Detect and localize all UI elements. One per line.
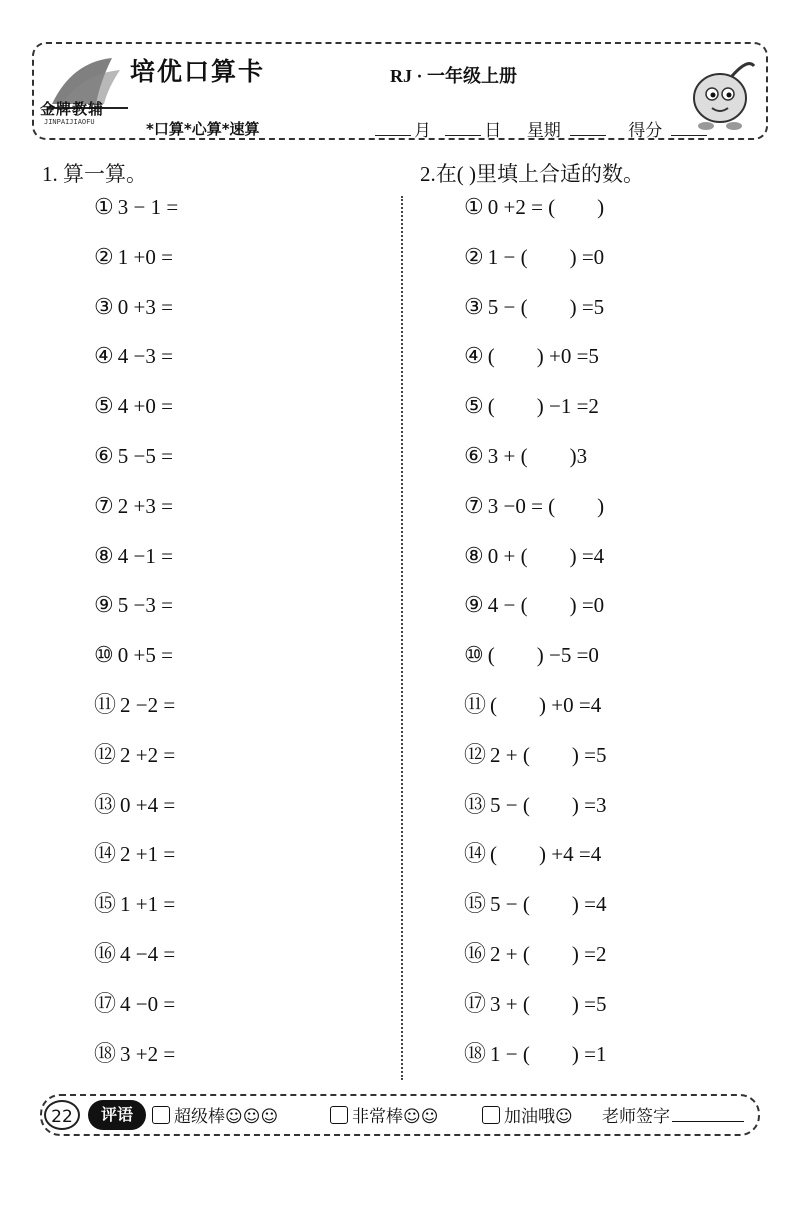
problem-expression[interactable]: ( ) +0 =5 bbox=[487, 344, 599, 369]
problem-number: ⑧ bbox=[464, 542, 484, 568]
problem-number: ⑮ bbox=[94, 891, 117, 917]
problem-number: ⑫ bbox=[94, 741, 117, 767]
problem-item bbox=[464, 590, 604, 620]
slogan: *口算*心算*速算 bbox=[146, 120, 260, 138]
problem-expression[interactable]: 0 + ( ) =4 bbox=[487, 543, 605, 568]
problem-item bbox=[94, 341, 173, 371]
problem-item bbox=[464, 1039, 606, 1069]
problem-expression[interactable]: 4 −1 = bbox=[117, 543, 173, 568]
problem-number: ⑦ bbox=[94, 492, 114, 518]
problem-item bbox=[464, 491, 604, 521]
problem-number: ① bbox=[464, 194, 484, 219]
logo-subtext: JINPAIJIAOFU bbox=[44, 118, 95, 126]
problem-item bbox=[464, 341, 599, 371]
problem-item bbox=[94, 242, 173, 272]
option-great-label: 非常棒☺☺ bbox=[352, 1107, 439, 1127]
problem-item bbox=[94, 939, 175, 969]
checkbox-icon[interactable] bbox=[330, 1106, 348, 1124]
problem-item bbox=[94, 989, 175, 1019]
header-banner bbox=[32, 42, 768, 140]
day-label: 日 bbox=[484, 121, 502, 141]
problem-number: ⑬ bbox=[464, 791, 487, 817]
checkbox-icon[interactable] bbox=[482, 1106, 500, 1124]
day-blank[interactable] bbox=[445, 135, 481, 136]
problem-expression[interactable]: 0 +3 = bbox=[117, 294, 173, 319]
problem-expression[interactable]: 2 + ( ) =5 bbox=[490, 742, 607, 767]
problem-expression[interactable]: 3 −0 = ( ) bbox=[487, 493, 605, 518]
problem-number: ⑯ bbox=[94, 941, 117, 966]
problem-expression[interactable]: ( ) +0 =4 bbox=[490, 693, 602, 717]
problem-item bbox=[94, 441, 173, 471]
problem-number: ⑯ bbox=[464, 941, 487, 966]
problem-number: ② bbox=[94, 243, 114, 269]
signature-label: 老师签字 bbox=[602, 1107, 670, 1127]
page-number: 22 bbox=[44, 1100, 80, 1130]
page-title: 培优口算卡 bbox=[130, 57, 266, 86]
problem-expression[interactable]: 4 −4 = bbox=[120, 942, 176, 966]
option-super-label: 超级棒☺☺☺ bbox=[174, 1107, 279, 1127]
section2-title: 2.在( )里填上合适的数。 bbox=[420, 162, 644, 186]
problem-item bbox=[94, 889, 175, 919]
option-super[interactable] bbox=[152, 1102, 278, 1127]
problem-item bbox=[464, 192, 604, 222]
score-blank[interactable] bbox=[671, 135, 707, 136]
problem-number: ⑫ bbox=[464, 741, 487, 767]
problem-number: ⑬ bbox=[94, 791, 117, 817]
problem-number: ⑮ bbox=[464, 891, 487, 917]
problem-number: ⑩ bbox=[94, 642, 114, 668]
problem-item bbox=[464, 989, 606, 1019]
problem-expression[interactable]: 3 + ( ) =5 bbox=[490, 991, 607, 1016]
problem-item bbox=[94, 640, 173, 670]
teacher-signature[interactable] bbox=[602, 1102, 744, 1127]
problem-number: ⑩ bbox=[464, 642, 484, 668]
signature-line[interactable] bbox=[672, 1121, 744, 1122]
problem-expression[interactable]: 5 −3 = bbox=[117, 593, 173, 618]
problem-expression[interactable]: 5 − ( ) =5 bbox=[487, 294, 605, 319]
problem-expression[interactable]: 3 +2 = bbox=[120, 1041, 176, 1066]
problem-item bbox=[94, 292, 173, 322]
week-label: 星期 bbox=[526, 121, 561, 141]
problem-expression[interactable]: 0 +5 = bbox=[117, 643, 173, 668]
problem-number: ⑭ bbox=[94, 841, 117, 867]
grade-label: RJ · 一年级上册 bbox=[390, 66, 518, 86]
problem-number: ⑦ bbox=[464, 492, 484, 518]
problem-item bbox=[464, 690, 601, 720]
problem-item bbox=[94, 590, 173, 620]
problem-item bbox=[464, 541, 604, 571]
problem-number: ④ bbox=[464, 343, 484, 369]
month-blank[interactable] bbox=[375, 135, 411, 136]
problem-expression[interactable]: 0 +4 = bbox=[120, 792, 176, 817]
option-keep-going[interactable] bbox=[482, 1102, 573, 1127]
problem-expression[interactable]: 5 − ( ) =3 bbox=[490, 792, 607, 817]
date-score-fields bbox=[372, 116, 710, 141]
problem-expression[interactable]: 2 + ( ) =2 bbox=[490, 942, 607, 966]
problem-item bbox=[464, 441, 587, 471]
problem-number: ⑥ bbox=[94, 443, 114, 468]
problem-item bbox=[464, 640, 599, 670]
problem-expression[interactable]: 2 +1 = bbox=[120, 842, 176, 867]
problem-expression[interactable]: ( ) −5 =0 bbox=[487, 643, 599, 668]
problem-item bbox=[94, 740, 175, 770]
problem-item bbox=[94, 690, 175, 720]
problem-number: ③ bbox=[464, 293, 484, 319]
problem-item bbox=[94, 541, 173, 571]
problem-expression[interactable]: 1 +1 = bbox=[120, 892, 176, 917]
problem-number: ⑤ bbox=[464, 393, 484, 419]
problem-item bbox=[464, 391, 599, 421]
section1-title: 1. 算一算。 bbox=[42, 162, 147, 186]
problem-expression[interactable]: 3 − 1 = bbox=[117, 195, 179, 219]
problem-expression[interactable]: 2 +2 = bbox=[120, 742, 176, 767]
problem-expression[interactable]: 4 +0 = bbox=[117, 394, 173, 419]
problem-number: ① bbox=[94, 194, 114, 219]
comment-label: 评语 bbox=[88, 1100, 146, 1130]
problem-expression[interactable]: ( ) −1 =2 bbox=[487, 394, 599, 419]
month-label: 月 bbox=[414, 121, 431, 141]
problem-expression[interactable]: 3 + ( )3 bbox=[487, 444, 588, 468]
problem-item bbox=[464, 790, 606, 820]
problem-item bbox=[464, 292, 604, 322]
problem-item bbox=[464, 740, 606, 770]
problem-number: ⑨ bbox=[464, 592, 484, 618]
problem-number: ⑭ bbox=[464, 841, 487, 867]
problem-number: ⑪ bbox=[464, 692, 487, 717]
problem-number: ⑰ bbox=[94, 990, 117, 1016]
problem-item bbox=[94, 1039, 175, 1069]
problem-expression[interactable]: 5 −5 = bbox=[117, 444, 173, 468]
problem-number: ⑧ bbox=[94, 542, 114, 568]
problem-number: ④ bbox=[94, 343, 114, 369]
option-keep-going-label: 加油哦☺ bbox=[504, 1107, 573, 1127]
problem-expression[interactable]: 1 − ( ) =0 bbox=[487, 244, 605, 269]
problem-expression[interactable]: 4 −0 = bbox=[120, 991, 176, 1016]
problem-number: ⑤ bbox=[94, 393, 114, 419]
problem-expression[interactable]: 1 +0 = bbox=[117, 244, 173, 269]
score-label: 得分 bbox=[628, 121, 663, 141]
problem-expression[interactable]: 4 −3 = bbox=[117, 344, 173, 369]
mascot-icon bbox=[682, 48, 760, 134]
problem-number: ⑱ bbox=[94, 1040, 117, 1066]
problem-expression[interactable]: 2 −2 = bbox=[120, 693, 176, 717]
logo-text: 金牌教辅 bbox=[40, 100, 105, 118]
problem-expression[interactable]: 5 − ( ) =4 bbox=[490, 892, 607, 917]
problem-number: ⑪ bbox=[94, 692, 117, 717]
problem-expression[interactable]: 0 +2 = ( ) bbox=[487, 195, 605, 219]
problem-expression[interactable]: ( ) +4 =4 bbox=[490, 842, 602, 867]
problem-item bbox=[94, 192, 178, 222]
checkbox-icon[interactable] bbox=[152, 1106, 170, 1124]
problem-item bbox=[94, 391, 173, 421]
problem-number: ② bbox=[464, 243, 484, 269]
problem-expression[interactable]: 4 − ( ) =0 bbox=[487, 593, 605, 618]
problem-expression[interactable]: 1 − ( ) =1 bbox=[490, 1041, 607, 1066]
problem-item bbox=[464, 889, 606, 919]
problem-item bbox=[94, 790, 175, 820]
problem-number: ③ bbox=[94, 293, 114, 319]
problem-number: ⑥ bbox=[464, 443, 484, 468]
problem-expression[interactable]: 2 +3 = bbox=[117, 493, 173, 518]
problem-item bbox=[94, 839, 175, 869]
problem-number: ⑨ bbox=[94, 592, 114, 618]
problem-number: ⑱ bbox=[464, 1040, 487, 1066]
problem-item bbox=[464, 839, 601, 869]
problem-number: ⑰ bbox=[464, 990, 487, 1016]
comment-bar bbox=[40, 1094, 760, 1136]
option-great[interactable] bbox=[330, 1102, 438, 1127]
problem-item bbox=[94, 491, 173, 521]
column-divider bbox=[401, 196, 403, 1080]
problem-item bbox=[464, 939, 606, 969]
problem-item bbox=[464, 242, 604, 272]
week-blank[interactable] bbox=[570, 135, 606, 136]
